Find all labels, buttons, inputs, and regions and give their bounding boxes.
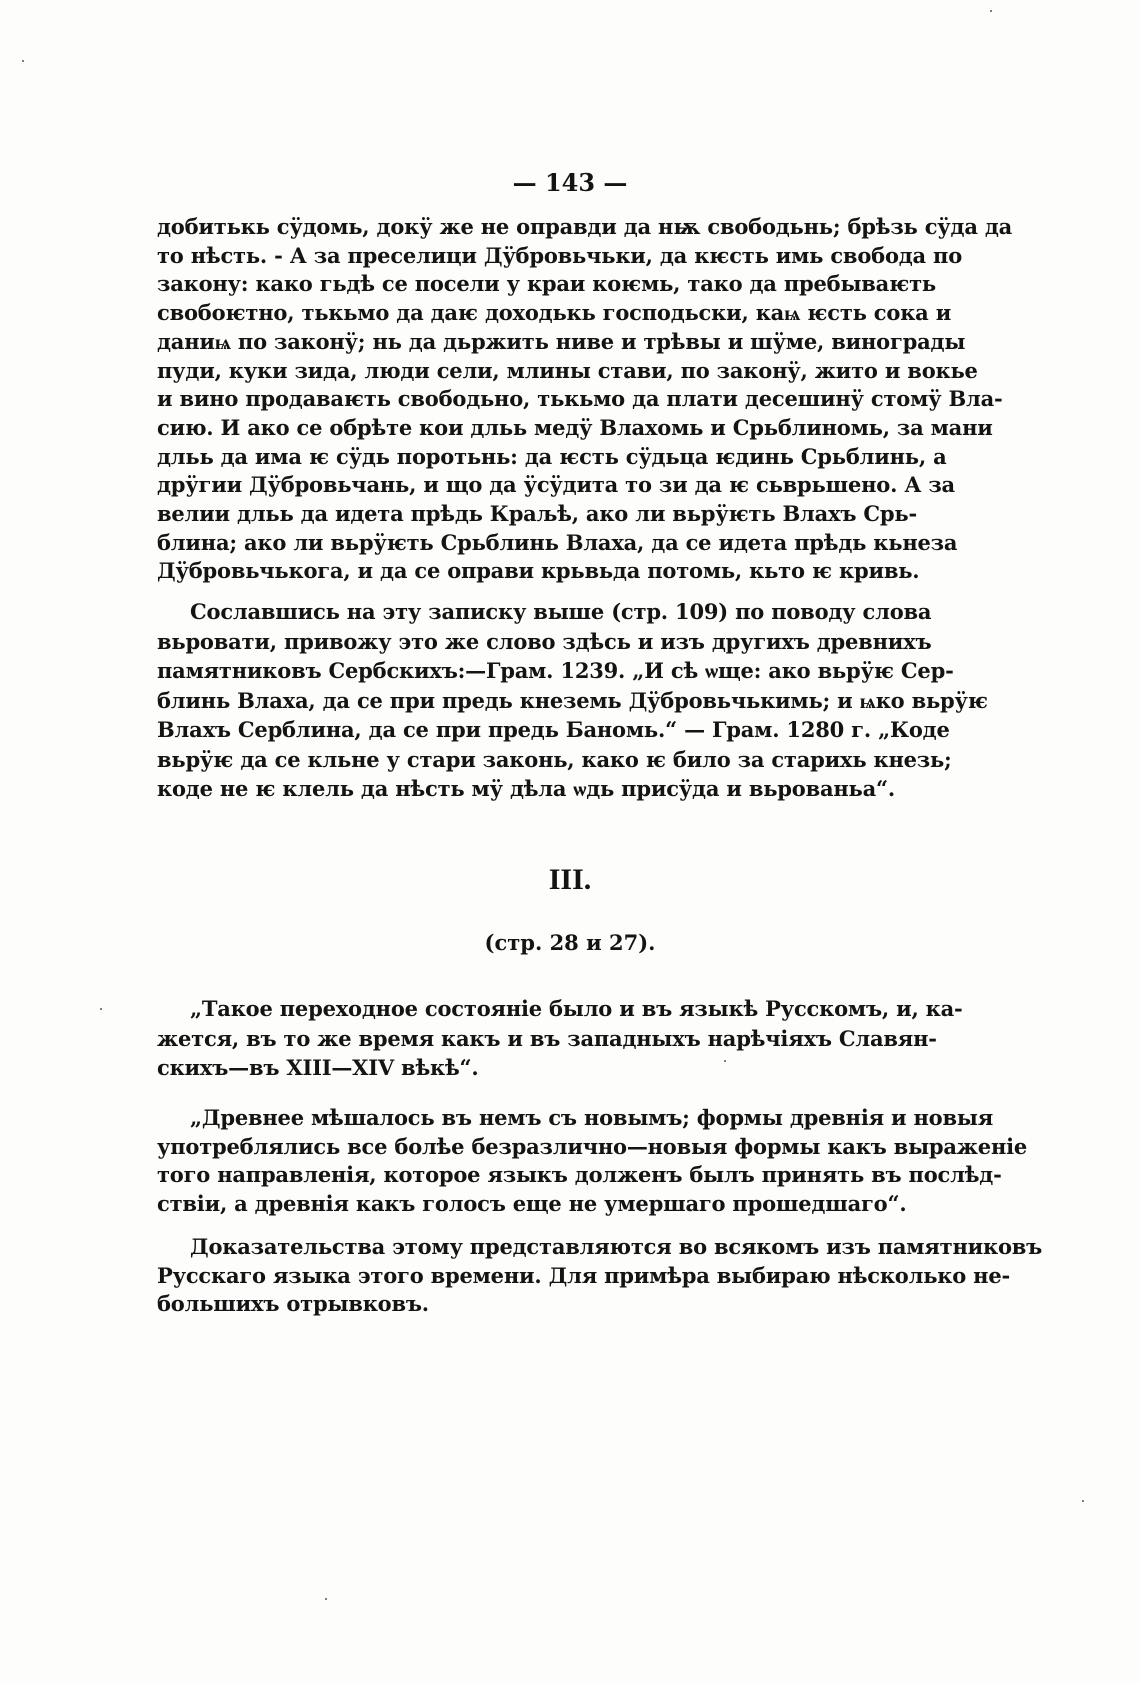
page-number: — 143 — — [512, 168, 628, 197]
text-line: дльь да има ѥ сӱдь поротьнь: да ѥсть сӱдьца ѥдинь Срьблинь, а — [157, 443, 947, 469]
text-line: Сославшись на эту записку выше (стр. 109) по поводу слова — [190, 599, 932, 624]
text-line: вьрӱѥ да се кльне у стари законь, како ѥ било за старихь кнезь; — [157, 746, 952, 772]
text-line: то нѣсть. - А за преселици Дӱбровьчьки, да кѥсть имь свобода по — [157, 242, 963, 268]
scan-speck — [100, 1008, 102, 1010]
text-line: дрӱгии Дӱбровьчань, и що да ӱсӱдита то зи да ѥ сьврьшено. А за — [157, 472, 955, 498]
text-line: добитькь сӱдомь, докӱ же не оправди да нѭ свободьнь; брѣзь сӱда да — [157, 214, 1013, 239]
paragraph-serbian-charter-text — [157, 213, 1013, 586]
scan-speck — [1082, 1500, 1084, 1502]
text-line: даниѩ по законӱ; нь да дьржить ниве и трѣвы и шӱме, винограды — [157, 328, 966, 354]
text-line: Влахъ Серблина, да се при предь Баномь.“ — Грам. 1280 г. „Коде — [157, 717, 950, 742]
text-line: того направленiя, которое языкъ долженъ былъ принять въ послѣд- — [157, 1162, 1002, 1188]
text-line: большихъ отрывковъ. — [157, 1291, 429, 1317]
paragraph-quote-2 — [157, 1104, 1028, 1219]
text-line: сию. И ако се обрѣте кои дльь медӱ Влахомь и Срьблиномь, за мани — [157, 414, 993, 440]
text-line: вьровати, привожу это же слово здѣсь и изъ другихъ древнихъ — [157, 628, 932, 654]
text-line: Доказательства этому представляются во всякомъ изъ памятниковъ — [190, 1234, 1043, 1259]
text-line: пуди, куки зида, люди сели, млины стави, по законӱ, жито и вокье — [157, 357, 978, 383]
text-line: памятниковъ Сербскихъ:—Грам. 1239. „И сѣ ѡще: ако вьрӱѥ Сер- — [157, 658, 954, 683]
text-line: „Такое переходное состоянiе было и въ языкѣ Русскомъ, и, ка- — [190, 996, 963, 1021]
paragraph-commentary — [157, 597, 988, 804]
paragraph-evidence — [157, 1233, 1043, 1319]
section-subheading: (стр. 28 и 27). — [484, 930, 656, 955]
text-line: свобоѥтно, тькьмо да даѥ доходькь господьски, каѩ ѥсть сока и — [157, 300, 952, 326]
text-line: Дӱбровьчькога, и да се оправи крьвьда потомь, кьто ѥ кривь. — [157, 558, 920, 584]
text-line: и вино продаваѥть свободьно, тькьмо да плати десешинӱ стомӱ Вла- — [157, 386, 1003, 412]
text-line: блина; ако ли вьрӱѥть Срьблинь Влаха, да се идета прѣдь кьнеза — [157, 529, 958, 555]
section-numeral: III. — [548, 863, 592, 896]
text-line: жется, въ то же время какъ и въ западныхъ нарѣчiяхъ Славян- — [157, 1025, 937, 1051]
text-line: велии дльь да идета прѣдь Краљѣ, ако ли вьрӱѥть Влахъ Срь- — [157, 501, 917, 527]
text-line: скихъ—въ XIII—XIV вѣкѣ“. — [157, 1055, 479, 1080]
scan-speck — [990, 10, 992, 12]
text-line: употреблялись все болѣе безразлично—новыя формы какъ выраженiе — [157, 1133, 1028, 1159]
paragraph-quote-1 — [157, 994, 963, 1083]
text-line: ствiи, а древнiя какъ голосъ еще не умершаго прошедшаго“. — [157, 1191, 907, 1217]
scan-speck — [325, 1598, 327, 1600]
text-line: коде не ѥ клель да нѣсть мӱ дѣла ѡдь присӱда и вьрованьа“. — [157, 776, 895, 801]
text-line: блинь Влаха, да се при предь кнеземь Дӱбровьчькимь; и ѩко вьрӱѥ — [157, 687, 988, 713]
scan-speck — [22, 60, 24, 62]
text-line: закону: како гьдѣ се посели у краи коѥмь, тако да пребываѥть — [157, 271, 936, 297]
text-line: Русскаго языка этого времени. Для примѣра выбираю нѣсколько не- — [157, 1262, 1011, 1288]
text-line: „Древнее мѣшалось въ немъ съ новымъ; формы древнiя и новыя — [190, 1105, 994, 1130]
scan-speck — [724, 1060, 726, 1062]
